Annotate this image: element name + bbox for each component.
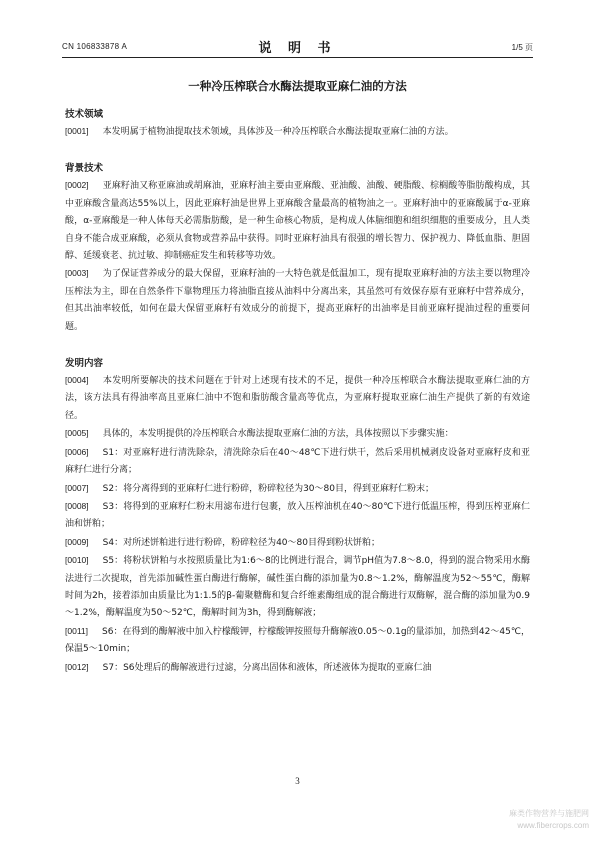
page-indicator: 1/5 页 xyxy=(511,43,533,52)
paragraph-text: 具体的，本发明提供的冷压榨联合水酶法提取亚麻仁油的方法，具体按照以下步骤实施： xyxy=(102,429,454,440)
watermark-site-name: 麻类作物营养与施肥网 xyxy=(509,809,589,818)
paragraph xyxy=(65,444,530,480)
paragraph-number: [0012] xyxy=(65,661,89,672)
paragraph-number: [0011] xyxy=(65,625,89,636)
paragraph-text: 本发明所要解决的技术问题在于针对上述现有技术的不足，提供一种冷压榨联合水酶法提取亚麻仁油的方法，该方法具有得油率高且亚麻仁油中不饱和脂肪酸含量高等优点，为亚麻籽提取亚麻仁油生产提供了新的有效途径。 xyxy=(65,376,530,421)
paragraph-number: [0009] xyxy=(65,536,89,547)
paragraph xyxy=(65,552,530,623)
paragraph-text: S6：在得到的酶解液中加入柠檬酸钾，柠檬酸钾按照每升酶解液0.05～0.1g的量添加，加热到42～45℃，保温5～10min； xyxy=(65,626,530,655)
paragraph xyxy=(65,425,530,443)
paragraph xyxy=(65,623,530,659)
paragraph-number: [0005] xyxy=(65,428,89,439)
section-tech-field xyxy=(65,107,530,141)
paragraph-text: S1：对亚麻籽进行清洗除杂，清洗除杂后在40～48℃下进行烘干，然后采用机械剥皮设备对亚麻籽皮和亚麻籽仁进行分离； xyxy=(65,447,530,476)
watermark xyxy=(509,808,589,832)
paragraph-number: [0007] xyxy=(65,482,89,493)
invention-title: 一种冷压榨联合水酶法提取亚麻仁油的方法 xyxy=(188,79,407,93)
paragraph xyxy=(65,659,530,677)
paragraph-number: [0001] xyxy=(65,126,89,136)
page-number: 3 xyxy=(295,776,300,786)
paragraph-number: [0002] xyxy=(65,180,89,191)
header-rule xyxy=(62,57,533,58)
paragraph xyxy=(65,265,530,336)
paragraph-number: [0008] xyxy=(65,500,89,511)
patent-number: CN 106833878 A xyxy=(62,42,128,51)
paragraph-text: 亚麻籽油又称亚麻油或胡麻油，亚麻籽油主要由亚麻酸、亚油酸、油酸、硬脂酸、棕榈酸等脂肪酸构成，其中亚麻酸含量高达55%以上，因此亚麻籽油是世界上亚麻酸含量最高的植物油之一。亚麻籽油中的亚麻酸属于α-亚麻酸，α-亚麻酸是一种人体每天必需脂肪酸，是一种生命核心物质，是构成人体脑细胞和组织细胞的重要成分，且人类自身不能合成亚麻酸，必须从食物或营养品中获得。同时亚麻籽油具有很强的增长智力、保护视力、降低血脂、胆固醇、延缓衰老、抗过敏、抑制癌症发生和转移等功效。 xyxy=(65,181,530,262)
page-header xyxy=(62,36,533,56)
paragraph-number: [0010] xyxy=(65,555,89,566)
section-heading: 背景技术 xyxy=(65,163,104,175)
document-type-title: 说 明 书 xyxy=(258,41,337,56)
paragraph-text: S4：对所述饼粕进行进行粉碎，粉碎粒径为40～80目得到粉状饼粕； xyxy=(102,537,380,548)
paragraph-text: S7：S6处理后的酶解液进行过滤，分离出固体和液体，所述液体为提取的亚麻仁油 xyxy=(102,662,432,673)
paragraph-number: [0006] xyxy=(65,446,89,457)
paragraph xyxy=(65,177,530,265)
paragraph xyxy=(65,123,530,141)
paragraph-text: 为了保证营养成分的最大保留，亚麻籽油的一大特色就是低温加工，现有提取亚麻籽油的方法主要以物理冷压榨法为主，即在自然条件下靠物理压力将油脂直接从油料中分离出来，其虽然可有效保存原有亚麻籽中营养成分，但其出油率较低，如何在最大保留亚麻籽有效成分的前提下，提高亚麻籽的出油率是目前亚麻籽提油过程的重要问题。 xyxy=(65,269,530,332)
paragraph xyxy=(65,480,530,498)
paragraph-text: 本发明属于植物油提取技术领域，具体涉及一种冷压榨联合水酶法提取亚麻仁油的方法。 xyxy=(102,127,454,137)
section-summary xyxy=(65,356,530,677)
section-background xyxy=(65,161,530,336)
paragraph-number: [0003] xyxy=(65,268,89,279)
section-heading: 发明内容 xyxy=(65,358,104,370)
paragraph xyxy=(65,498,530,534)
paragraph-number: [0004] xyxy=(65,375,89,386)
paragraph-text: S2：将分离得到的亚麻籽仁进行粉碎，粉碎粒径为30～80目，得到亚麻籽仁粉末； xyxy=(102,483,434,494)
paragraph-text: S3：将得到的亚麻籽仁粉末用滤布进行包裹，放入压榨油机在40～80℃下进行低温压榨，得到压榨亚麻仁油和饼粕； xyxy=(65,501,530,530)
paragraph-text: S5：将粉状饼粕与水按照质量比为1:6～8的比例进行混合，调节pH值为7.8～8.0，得到的混合物采用水酶法进行二次提取，首先添加碱性蛋白酶进行酶解，碱性蛋白酶的添加量为0.8～1.2%，酶解温度为52～55℃，酶解时间为2h，接着添加由质量比为1:1.5的β-葡聚糖酶和复合纤维素酶组成的混合酶进行双酶解，混合酶的添加量为0.9～1.2%，酶解温度为50～52℃，酶解时间为3h，得到酶解液； xyxy=(65,556,530,619)
watermark-url: www.fibercrops.com xyxy=(517,821,589,830)
paragraph xyxy=(65,534,530,552)
document-body xyxy=(65,107,530,677)
paragraph xyxy=(65,372,530,425)
section-heading: 技术领域 xyxy=(65,109,104,120)
